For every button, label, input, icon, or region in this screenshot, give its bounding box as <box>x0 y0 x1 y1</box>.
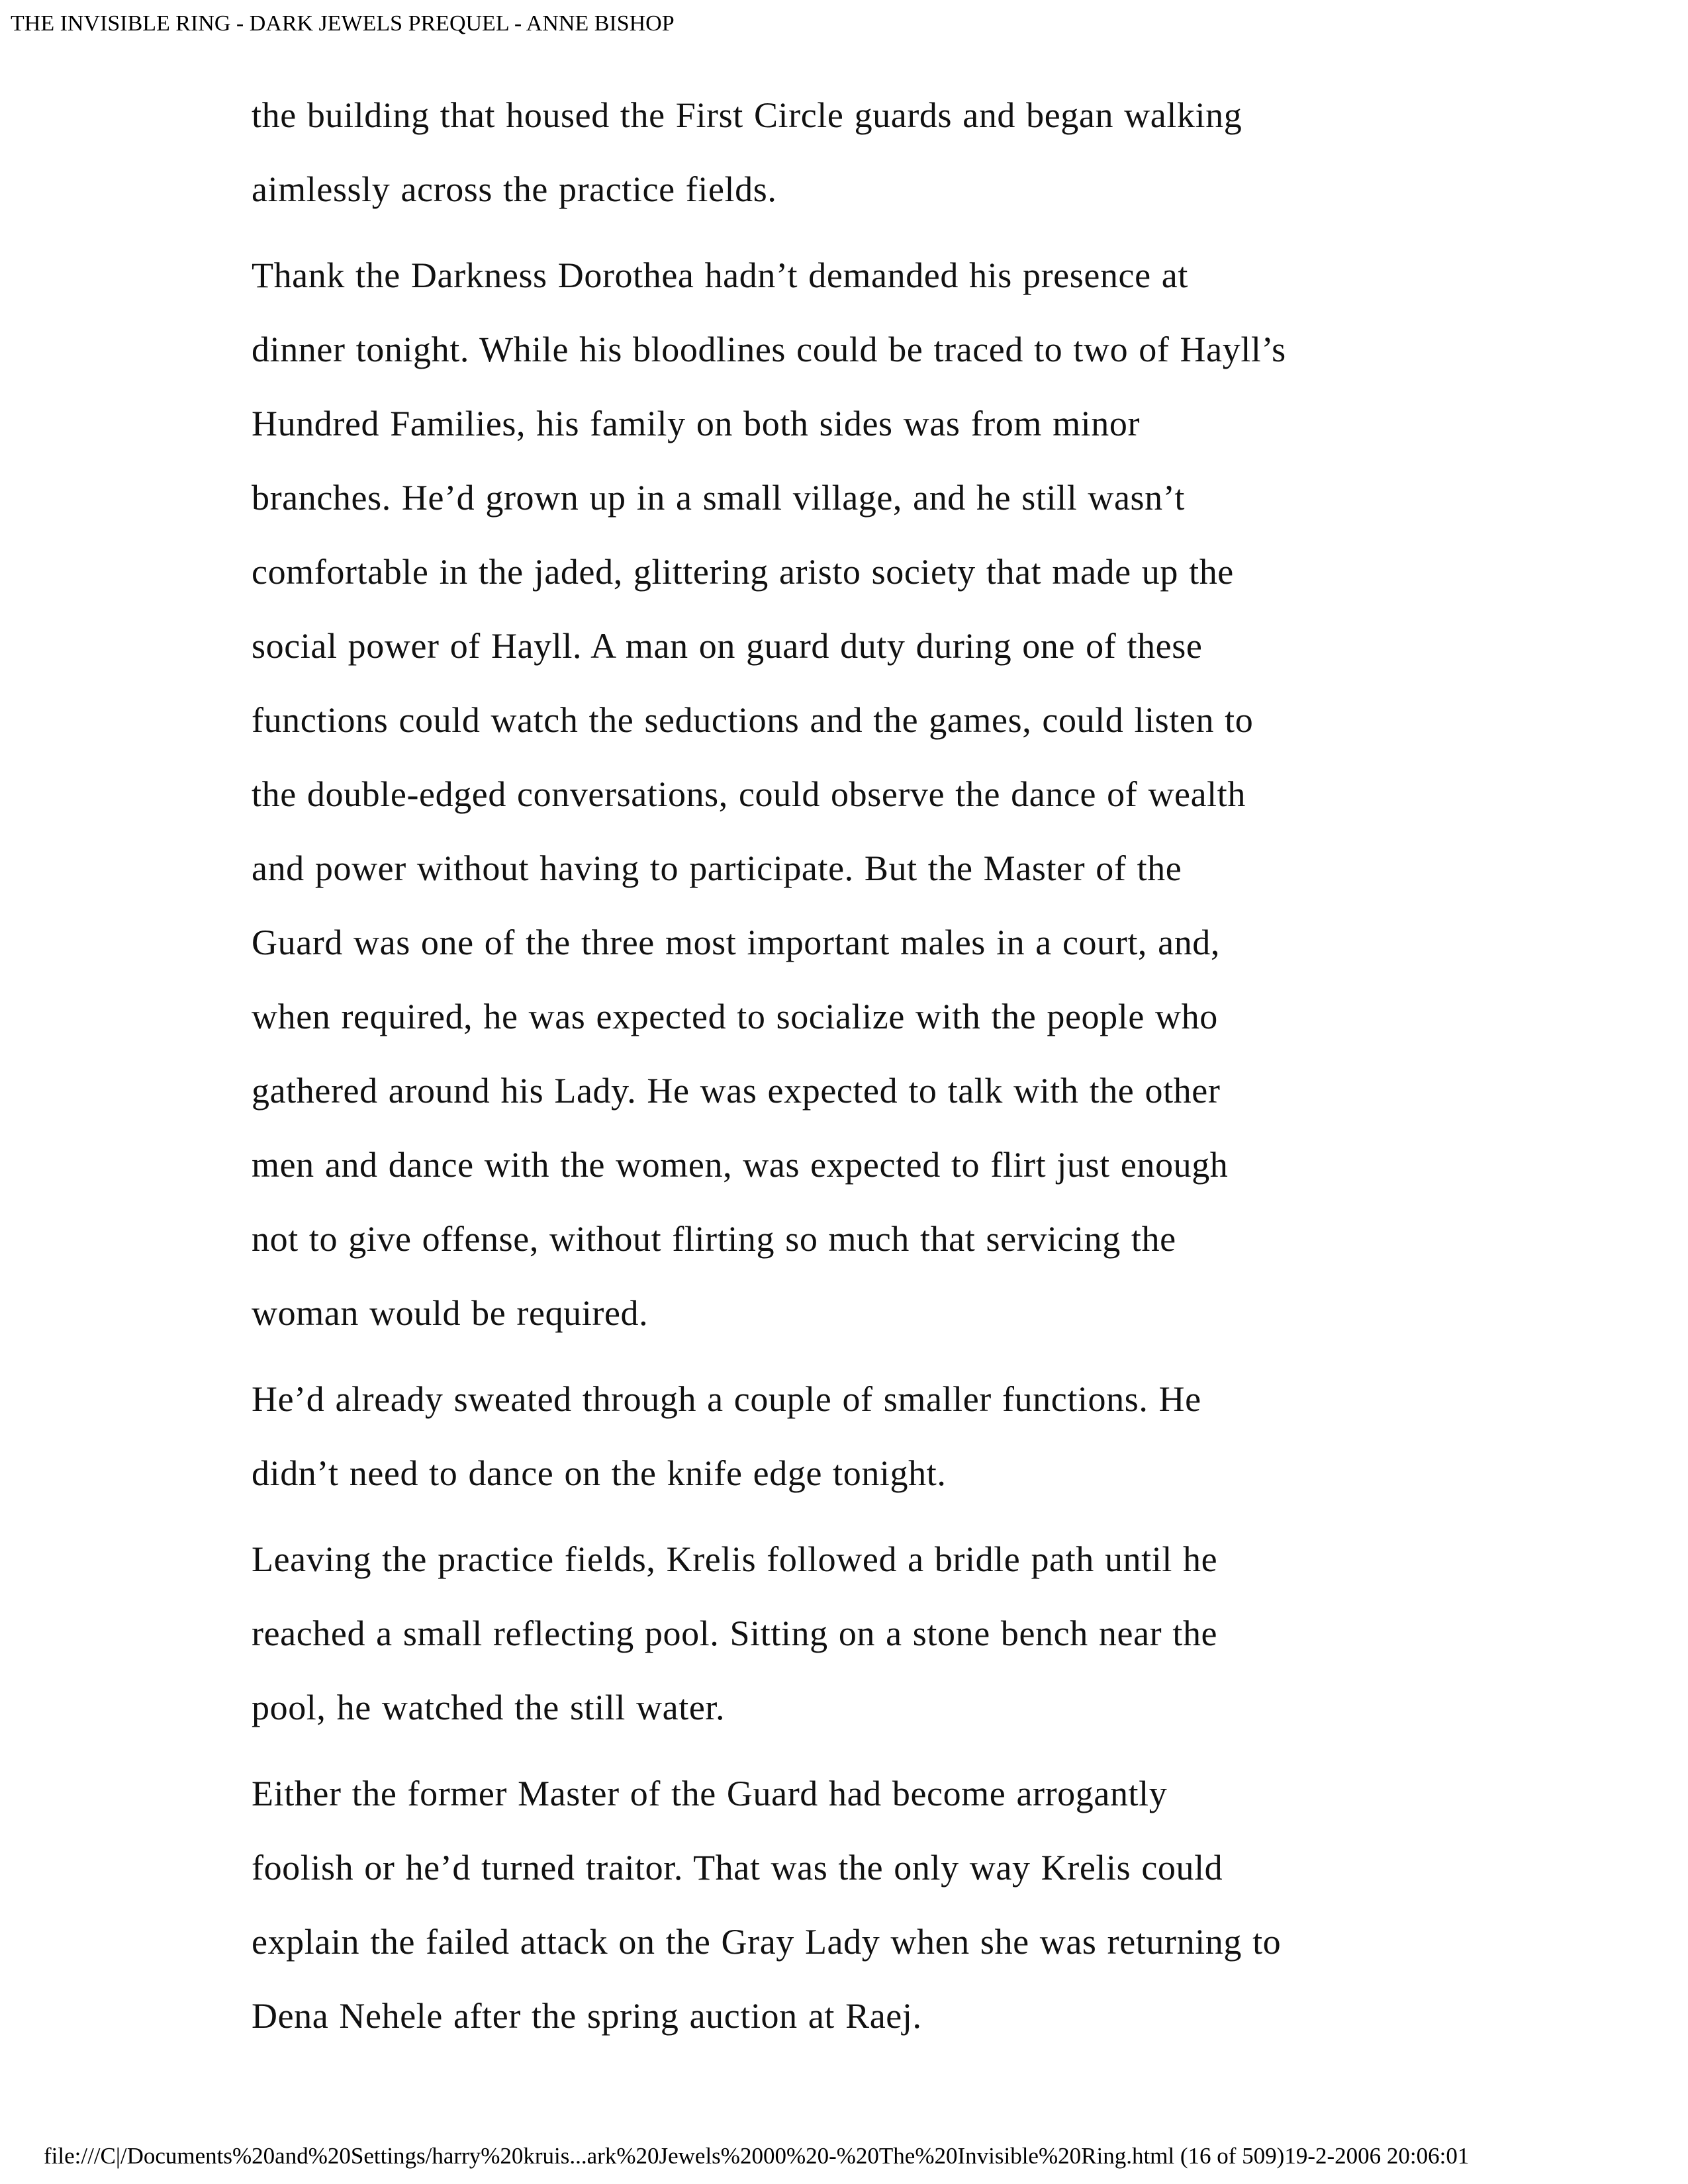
text-line: Either the former Master of the Guard had become arrogantly <box>252 1774 1168 1813</box>
text-line: the double-edged conversations, could observe the dance of wealth <box>252 774 1246 814</box>
text-line: the building that housed the First Circle guards and began walking <box>252 95 1243 135</box>
text-line: foolish or he’d turned traitor. That was the only way Krelis could <box>252 1848 1223 1888</box>
text-line: aimlessly across the practice fields. <box>252 169 777 209</box>
text-line: when required, he was expected to socialize with the people who <box>252 997 1218 1036</box>
text-line: not to give offense, without flirting so much that servicing the <box>252 1219 1176 1259</box>
text-line: He’d already sweated through a couple of smaller functions. He <box>252 1379 1201 1419</box>
text-line: gathered around his Lady. He was expected to talk with the other <box>252 1071 1221 1111</box>
page-footer-url: file:///C|/Documents%20and%20Settings/harry%20kruis...ark%20Jewels%2000%20-%20The%20Invisible%20Ring.html (16 of 509)19-2-2006 20:06:01 <box>44 2143 1470 2169</box>
text-line: Guard was one of the three most important males in a court, and, <box>252 923 1220 962</box>
text-line: reached a small reflecting pool. Sitting on a stone bench near the <box>252 1614 1218 1653</box>
text-line: social power of Hayll. A man on guard duty during one of these <box>252 626 1203 666</box>
text-line: dinner tonight. While his bloodlines could be traced to two of Hayll’s <box>252 330 1286 369</box>
body-text <box>252 78 1443 2065</box>
text-line: explain the failed attack on the Gray Lady when she was returning to <box>252 1922 1282 1962</box>
text-line: and power without having to participate. But the Master of the <box>252 848 1182 888</box>
text-line: Dena Nehele after the spring auction at Raej. <box>252 1996 922 2036</box>
text-line: men and dance with the women, was expected to flirt just enough <box>252 1145 1229 1185</box>
paragraph-4 <box>252 1522 1443 1745</box>
text-line: Leaving the practice fields, Krelis followed a bridle path until he <box>252 1539 1218 1579</box>
paragraph-3 <box>252 1362 1443 1510</box>
page-header: THE INVISIBLE RING - DARK JEWELS PREQUEL - ANNE BISHOP <box>11 11 675 36</box>
text-line: woman would be required. <box>252 1293 649 1333</box>
text-line: comfortable in the jaded, glittering aristo society that made up the <box>252 552 1234 592</box>
text-line: functions could watch the seductions and the games, could listen to <box>252 700 1254 740</box>
paragraph-2 <box>252 238 1443 1350</box>
text-line: didn’t need to dance on the knife edge tonight. <box>252 1453 947 1493</box>
text-line: pool, he watched the still water. <box>252 1688 726 1727</box>
text-line: Hundred Families, his family on both sides was from minor <box>252 404 1141 443</box>
paragraph-1 <box>252 78 1443 226</box>
paragraph-5 <box>252 1756 1443 2053</box>
text-line: Thank the Darkness Dorothea hadn’t demanded his presence at <box>252 255 1188 295</box>
text-line: branches. He’d grown up in a small village, and he still wasn’t <box>252 478 1185 518</box>
